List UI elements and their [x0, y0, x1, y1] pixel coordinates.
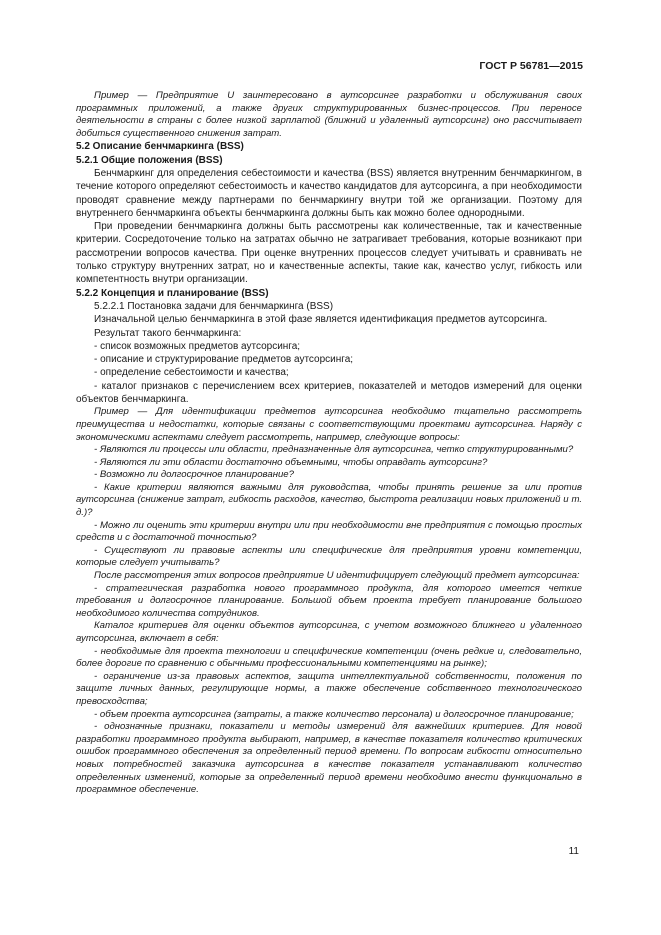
list-item: - список возможных предметов аутсорсинга; — [94, 340, 301, 352]
example-question: - Являются ли процессы или области, предназначенные для аутсорсинга, четко структурированными? — [94, 444, 574, 456]
example-question: - Существуют ли правовые аспекты или специфические для предприятия уровни компетенции, которые следует учитывать? — [76, 544, 582, 569]
body-paragraph: Бенчмаркинг для определения себестоимости и качества (BSS) является внутренним бенчмаркингом, в течение которого определяют себестоимость и качество кандидатов для аутсорсинга, а при необходимости проводят сравнение между партнерами по бенчмаркингу внутри той же организации. Поэтому для внутреннего бенчмаркинга объекты бенчмаркинга должны быть как можно более однородными. — [76, 167, 582, 219]
criteria-item: - объем проекта аутсорсинга (затраты, а также количество персонала) и долгосрочное планирование; — [94, 708, 574, 720]
criteria-item: - однозначные признаки, показатели и методы измерений для важнейших критериев. Для новой разработки программного продукта выбирают, например, в качестве показателя количество критических ошибок программного обеспечения за определенный период времени. По вопросам гибкости относительно новых потребностей заказчика аутсорсинга в качестве показателя устанавливают количество определенных изменений, которые за определенный период времени необходимо внести функционально в программное обеспечение. — [76, 721, 582, 796]
example-paragraph: Каталог критериев для оценки объектов аутсорсинга, с учетом возможного ближнего и удаленного аутсорсинга, включает в себя: — [76, 620, 582, 644]
example-paragraph: Пример — Для идентификации предметов аутсорсинга необходимо тщательно рассмотреть преимущества и недостатки, которые связаны с соответствующими проектами аутсорсинга. Наряду с экономическими аспектами следует рассмотреть, например, следующие вопросы: — [76, 406, 582, 443]
example-question: - Являются ли эти области достаточно объемными, чтобы оправдать аутсорсинг? — [94, 456, 488, 468]
body-paragraph: Изначальной целью бенчмаркинга в этой фазе является идентификация предметов аутсорсинга. — [94, 314, 548, 326]
criteria-item: - необходимые для проекта технологии и специфические компетенции (очень редкие и, следовательно, более дорогие по сравнению с обычными профессиональными компетенциями на рынке); — [76, 645, 582, 670]
page-number: 11 — [568, 846, 579, 857]
section-heading-5-2-1: 5.2.1 Общие положения (BSS) — [76, 154, 223, 166]
body-paragraph: При проведении бенчмаркинга должны быть рассмотрены как количественные, так и качественные критерии. Сосредоточение только на затратах обычно не затрагивает требования, которые возникают при рассмотрении вопросов качества. При оценке внутренних процессов следует учитывать и сравнивать не только структуру внутренних затрат, но и качественные аспекты, такие как, качество услуг, гибкость или компетентность внутри организации. — [76, 221, 582, 286]
example-paragraph: После рассмотрения этих вопросов предприятие U идентифицирует следующий предмет аутсорсинга: — [94, 570, 580, 582]
example-question: - Возможно ли долгосрочное планирование? — [94, 469, 294, 481]
example-paragraph: Пример — Предприятие U заинтересовано в аутсорсинге разработки и обслуживания своих программных приложений, а также других структурированных бизнес-процессов. При переносе деятельности в страны с более низкой зарплатой (ближний и удаленный аутсорсинг) оно рассчитывает добиться существенного снижения затрат. — [76, 90, 582, 139]
list-item: - описание и структурирование предметов аутсорсинга; — [94, 354, 354, 366]
example-paragraph: - стратегическая разработка нового программного продукта, для которого имеется четкие требования и долгосрочное планирование. Большой объем проекта требует планирование большого необходимого количества сотрудников. — [76, 582, 582, 619]
document-body — [76, 90, 582, 797]
example-question: - Можно ли оценить эти критерии внутри или при необходимости вне предприятия с помощью простых средств и с достаточной точностью? — [76, 519, 582, 544]
example-question: - Какие критерии являются важными для руководства, чтобы принять решение за или против аутсорсинга (снижение затрат, гибкость расходов, качество, быстрота реализации новых приложений и т. д.)? — [76, 481, 582, 519]
section-heading-5-2-2: 5.2.2 Концепция и планирование (BSS) — [76, 287, 269, 299]
list-item: - каталог признаков с перечислением всех критериев, показателей и методов измерений для оценки объектов бенчмаркинга. — [76, 380, 582, 406]
body-paragraph: Результат такого бенчмаркинга: — [94, 327, 242, 339]
section-heading-5-2: 5.2 Описание бенчмаркинга (BSS) — [76, 141, 244, 153]
criteria-item: - ограничение из-за правовых аспектов, защита интеллектуальной собственности, положения по защите личных данных, регулирующие нормы, а также обеспечение собственного технологического превосходства; — [76, 670, 582, 707]
list-item: - определение себестоимости и качества; — [94, 367, 289, 379]
standard-code: ГОСТ Р 56781—2015 — [479, 60, 583, 72]
subsection-title: 5.2.2.1 Постановка задачи для бенчмаркинга (BSS) — [94, 300, 334, 312]
